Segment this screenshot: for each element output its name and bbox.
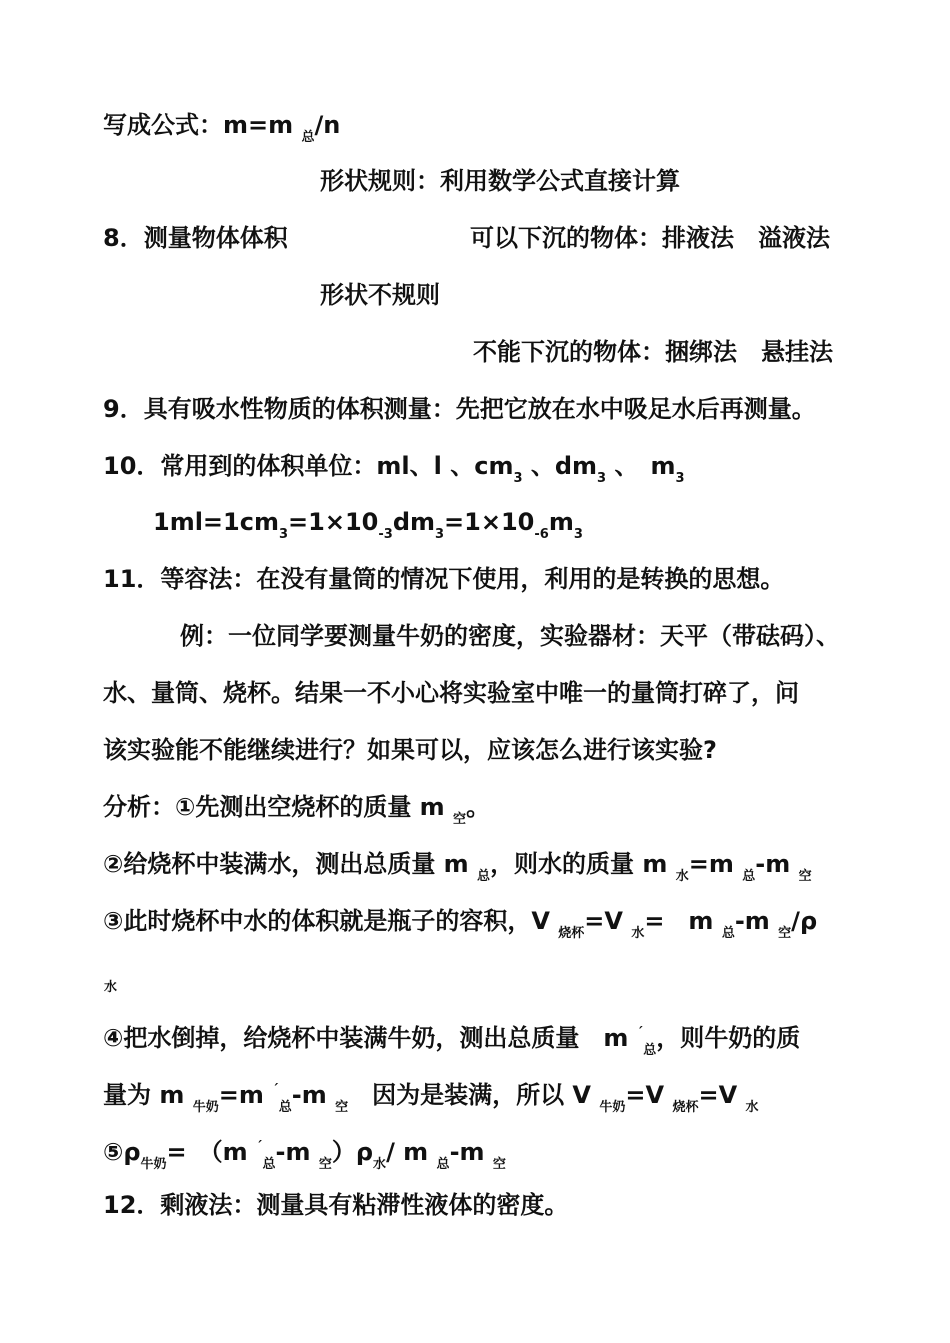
line-analysis-step-1: 分析：①先测出空烧杯的质量 m $_空$。 <box>103 793 491 827</box>
line-irregular-shape: 形状不规则 <box>320 281 440 309</box>
line-unit-conversion: $1ml=1cm_3=1\times 10_{-3}dm_3=1\times 10_{-6}m_3$ <box>153 508 583 542</box>
line-example-2: 水、量筒、烧杯。结果一不小心将实验室中唯一的量筒打碎了，问 <box>103 679 799 707</box>
line-formula: 写成公式：m=m $_总$/n <box>103 111 341 145</box>
line-absorbent-volume: 9．具有吸水性物质的体积测量：先把它放在水中吸足水后再测量。 <box>103 395 816 423</box>
line-analysis-step-2: ②给烧杯中装满水，测出总质量 m $_总$，则水的质量 m $_水$=m $_总$-m $_空$ <box>103 850 812 884</box>
line-analysis-step-5: $⑤\rho_{牛奶}=$ （m ´$_总$-m $_空)\rho_水/$ m $_总$-m $_空$ <box>103 1138 506 1172</box>
line-analysis-step-3: ③此时烧杯中水的体积就是瓶子的容积，V $_{烧杯}$=V $_水$= m $_总$-m $_空$/ρ <box>103 907 818 941</box>
line-equal-volume-method: 11．等容法：在没有量筒的情况下使用，利用的是转换的思想。 <box>103 565 785 593</box>
line-measure-volume-heading: 8．测量物体体积 <box>103 224 288 252</box>
line-non-sinkable-methods: 不能下沉的物体：捆绑法 悬挂法 <box>473 338 833 366</box>
line-volume-units: 10．常用到的体积单位：ml、l 、$cm_3$ 、$dm_3$ 、 $m_3$ <box>103 452 685 486</box>
line-analysis-step-4: ④把水倒掉，给烧杯中装满牛奶，测出总质量 m ´$_总$，则牛奶的质 <box>103 1024 801 1058</box>
line-analysis-step-4-cont: 量为 m $_{牛奶}$=m ´$_总$-m $_空$ 因为是装满，所以 V $_{牛奶}$=V $_{烧杯}$=V $_水$ <box>103 1081 759 1115</box>
line-sinkable-methods: 可以下沉的物体：排液法 溢液法 <box>470 224 830 252</box>
line-analysis-step-3-subscript: 水 <box>104 980 118 995</box>
line-example-1: 例：一位同学要测量牛奶的密度，实验器材：天平（带砝码）、 <box>180 622 840 650</box>
line-example-3: 该实验能不能继续进行？如果可以，应该怎么进行该实验? <box>103 736 717 764</box>
line-remaining-liquid-method: 12．剩液法：测量具有粘滞性液体的密度。 <box>103 1191 569 1219</box>
line-regular-shape: 形状规则：利用数学公式直接计算 <box>320 167 680 195</box>
